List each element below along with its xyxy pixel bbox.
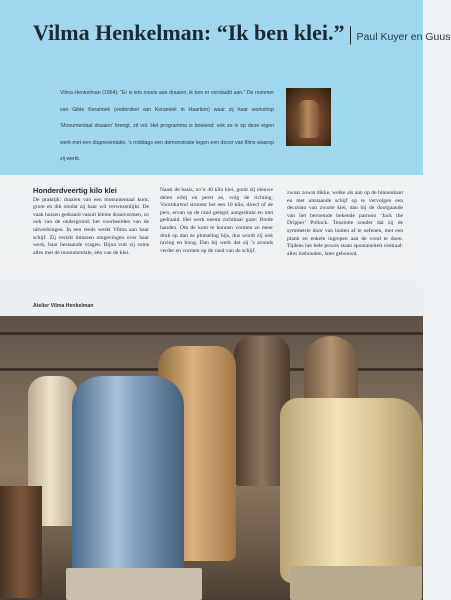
ceramic-vase <box>72 376 184 594</box>
article-title: Vilma Henkelman: “Ik ben klei.” <box>33 20 345 45</box>
column-3-text: zwaar zowat dikke, welke als aan op de binnenkant en met uitstaande schijf op te vervolgen een decorato van zwarte klei, dan bij de doorgaande van het beroemde bekende patroon ‘Jack the Dripper’ Pollock. Tenslotte zonder dat zij de symmetrie door van buiten af te oefenen, met een plank en enkele ingrepen aan de vond te doen. Tijdens het hele proces staan spontaneiteit centraal: alles loshouden, later gebouwd. <box>287 190 403 257</box>
article-authors: Paul Kuyer en Guus <box>356 31 451 43</box>
article-column-2 <box>160 187 273 255</box>
photo-caption: Atelier Vilma Henkelman <box>33 303 94 309</box>
title-separator: | <box>348 23 353 45</box>
wooden-stool <box>0 486 42 598</box>
column-2-text: Naast de basis, zo’n 40 kilo klei, gooit zij nieuwe delen erbij en perst ze, volg de richting. Voortdurend stroomt het een 10 kilo, direct of de pers, ervan op de rand gelegd, aangedrukt en met gedraaid. Het werk neemt zichtbaar gaze: Brede handen. Om de kom te kunnen vormen ze meer druk op dan ze plotseling hijs, dus wordt zij ook raving en boog. Dan bij werk dat zij ’s avonds verder en vormen op de rand van de schijf. <box>160 187 273 254</box>
article-intro: Vilma Henkelman (1964): “Er is iets moois aan draaien, ik ben er verslaafd aan.” De nummer van Gilde Keramiek (onderdeel van Keramiek in Haarlem) waar zij haar workshop ‘Monumentaal draaien’ brengt, zit vol. Het programma is boeiend: ook ze is op deze eigen werk met een diapresentatie, ’s middags een demonstratie tegen een decor van films waarop zij werkt. <box>60 90 274 162</box>
section-heading: Honderdveertig kilo klei <box>33 186 117 195</box>
article-column-3 <box>287 190 403 258</box>
intro-photo <box>286 88 331 146</box>
article-column-1 <box>33 187 149 257</box>
trolley-base <box>290 566 422 600</box>
wrapped-ceramic <box>280 398 422 583</box>
studio-photo <box>0 316 423 600</box>
trolley-base <box>66 568 202 600</box>
vase-image <box>298 100 319 138</box>
column-1-text: De praktijk: draaien van een monumentaal kom; groot en dik omdat zij haar wil verwezenlijkt. De vaak huizen gedraaid vanuit kleine draaivormen, zo ook van de ondergrond; het voorbeelden van de uitwerkingen. In een reeds werkt Vilma aan haar schijf. Zij vertelt intussen omgevingen over haar werk, haar bestaande vragen. Bijna vult zij soms alles met de monumentale, één van de klei. <box>33 196 149 256</box>
shelf <box>0 332 423 335</box>
article-title-line <box>33 20 451 46</box>
